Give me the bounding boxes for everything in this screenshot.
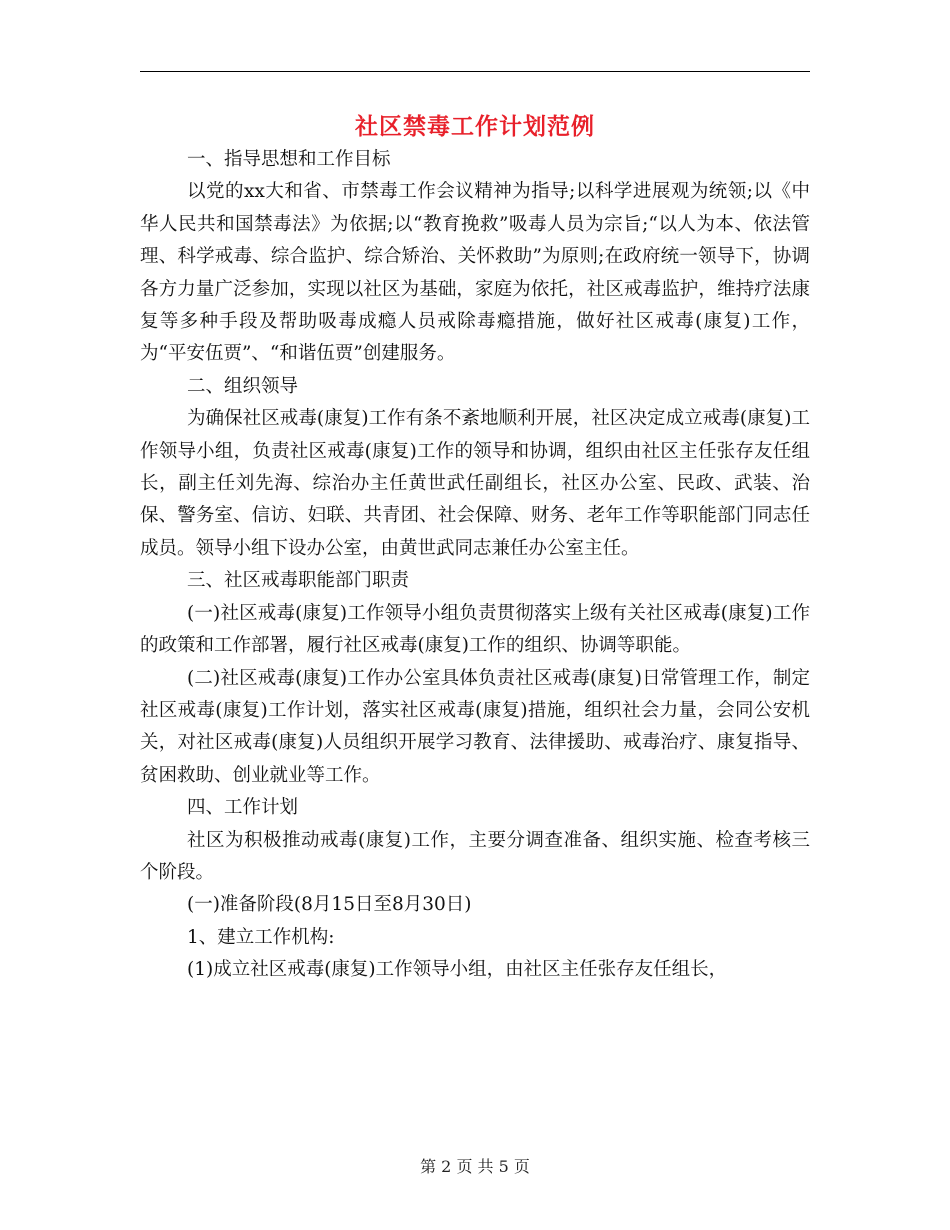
paragraph: 为确保社区戒毒(康复)工作有条不紊地顺利开展，社区决定成立戒毒(康复)工作领导小组，负责社区戒毒(康复)工作的领导和协调，组织由社区主任张存友任组长，副主任刘先海、综治办主任黄世武任副组长，社区办公室、民政、武装、治保、警务室、信访、妇联、共青团、社会保障、财务、老年工作等职能部门同志任成员。领导小组下设办公室，由黄世武同志兼任办公室主任。 [140,408,810,559]
header-rule [140,71,810,72]
document-body [140,144,810,987]
page-number: 第 2 页 共 5 页 [420,1157,530,1176]
paragraph: (二)社区戒毒(康复)工作办公室具体负责社区戒毒(康复)日常管理工作，制定社区戒毒(康复)工作计划，落实社区戒毒(康复)措施，组织社会力量，会同公安机关，对社区戒毒(康复)人员组织开展学习教育、法律援助、戒毒治疗、康复指导、贫困救助、创业就业等工作。 [140,667,810,786]
section-heading-4: 四、工作计划 [187,797,299,819]
document-title: 社区禁毒工作计划范例 [355,113,595,140]
paragraph: 社区为积极推动戒毒(康复)工作，主要分调查准备、组织实施、检查考核三个阶段。 [140,829,810,883]
list-heading: 1、建立工作机构: [187,926,335,948]
paragraph: (一)社区戒毒(康复)工作领导小组负责贯彻落实上级有关社区戒毒(康复)工作的政策和工作部署，履行社区戒毒(康复)工作的组织、协调等职能。 [140,602,810,657]
section-heading-3: 三、社区戒毒职能部门职责 [187,570,410,592]
list-item: (1)成立社区戒毒(康复)工作领导小组，由社区主任张存友任组长， [187,959,728,981]
section-heading-1: 一、指导思想和工作目标 [187,149,391,170]
subsection-heading: (一)准备阶段(8月15日至8月30日) [187,894,472,916]
section-heading-2: 二、组织领导 [187,375,299,397]
paragraph: 以党的xx大和省、市禁毒工作会议精神为指导;以科学进展观为统领;以《中华人民共和国禁毒法》为依据;以“教育挽救”吸毒人员为宗旨;“以人为本、依法管理、科学戒毒、综合监护、综合矫治、关怀救助”为原则;在政府统一领导下，协调各方力量广泛参加，实现以社区为基础，家庭为依托，社区戒毒监护，维持疗法康复等多种手段及帮助吸毒成瘾人员戒除毒瘾措施，做好社区戒毒(康复)工作，为“平安伍贾”、“和谐伍贾”创建服务。 [140,181,810,365]
